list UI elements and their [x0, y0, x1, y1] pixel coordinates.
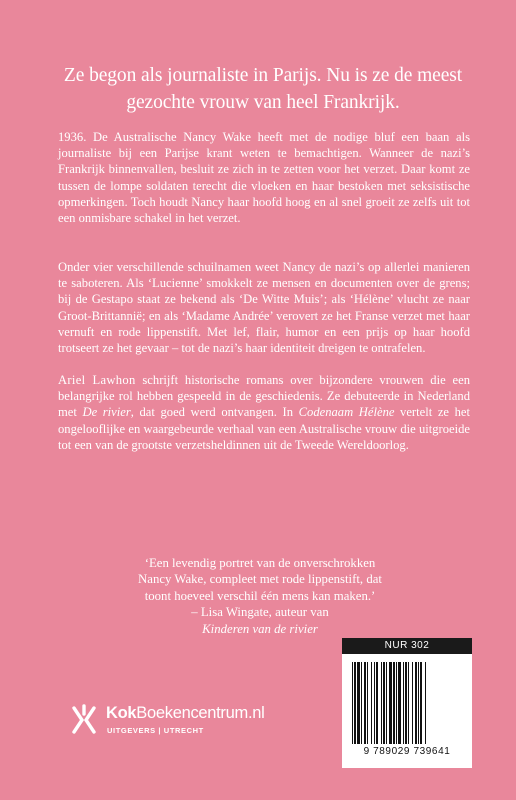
publisher-name: KokBoekencentrum.nl — [106, 704, 265, 722]
author-bio-part-1: schrijft historische romans over bijzondere vrouwen die een belangrijke rol hebben gespeeld in de geschiedenis. Ze debuteerde in Nederland met — [58, 373, 470, 420]
author-name: Ariel Lawhon — [58, 373, 136, 387]
barcode-bar — [403, 662, 404, 744]
blurb-paragraph-3 — [58, 372, 470, 453]
quote-line-2: Nancy Wake, compleet met rode lippenstift, dat — [138, 572, 382, 587]
barcode-bar — [386, 662, 387, 744]
barcode-bar — [396, 662, 397, 744]
publisher-mark-icon — [66, 702, 102, 738]
blurb-paragraph-1: 1936. De Australische Nancy Wake heeft met de nodige bluf een baan als journaliste bij een Parijse krant weten te bemachtigen. Wanneer de nazi’s Frankrijk binnenvallen, besluit ze zich in te zetten voor het verzet. Daar komt ze tussen de lompe soldaten terecht die vloeken en haar bestoken met seksistische opmerkingen. Toch houdt Nancy haar hoofd hoog en al snel groeit ze zelfs uit tot een onmisbare schakel in het verzet. — [58, 130, 470, 226]
author-bio-part-2: , dat goed werd ontvangen. In — [130, 405, 299, 420]
publisher-subtitle: UITGEVERS | UTRECHT — [107, 726, 204, 735]
barcode-bar — [357, 662, 360, 744]
book-title-codenaam-helene: Codenaam Hélène — [298, 405, 395, 420]
isbn-number: 9 789029 739641 — [363, 746, 451, 757]
barcode-bar — [371, 662, 372, 744]
book-title-de-rivier: De rivier — [82, 405, 131, 420]
barcode-panel — [342, 638, 472, 768]
tagline: Ze begon als journaliste in Parijs. Nu is ze de meest gezochte vrouw van heel Frankrijk. — [63, 65, 463, 113]
quote-line-1: ‘Een levendig portret van de onverschrokken — [144, 556, 376, 570]
quote-line-3: toont hoeveel verschil één mens kan maken.’ — [144, 588, 376, 603]
barcode-bar — [352, 662, 353, 744]
barcode-bar — [405, 662, 407, 744]
barcode-bar — [398, 662, 401, 744]
barcode-bar — [420, 662, 422, 744]
barcode-bar — [364, 662, 366, 744]
endorsement-quote — [90, 555, 430, 637]
barcode-bar — [374, 662, 375, 744]
barcode-bar — [381, 662, 382, 744]
barcode-bar — [389, 662, 392, 744]
quote-attribution: – Lisa Wingate, auteur van — [191, 605, 329, 620]
barcode-bar — [361, 662, 362, 744]
quote-source-title: Kinderen van de rivier — [202, 621, 318, 636]
barcode-bar — [376, 662, 378, 744]
barcode-bar — [425, 662, 426, 744]
barcode-bar — [393, 662, 395, 744]
barcode-bar — [408, 662, 409, 744]
author-bio-part-3: vertelt ze het ongelooflijke en waargebeurde verhaal van een Australische vrouw die uitgroeide tot een van de grootste verzetsheldinnen uit de Tweede Wereldoorlog. — [58, 405, 470, 452]
barcode-icon — [350, 662, 464, 744]
barcode-bar — [354, 662, 356, 744]
nur-code: NUR 302 — [342, 638, 472, 654]
barcode-bar — [415, 662, 417, 744]
barcode-bar — [383, 662, 385, 744]
barcode-bar — [367, 662, 368, 744]
publisher-logo — [66, 698, 286, 746]
barcode-bar — [418, 662, 419, 744]
barcode-bar — [412, 662, 413, 744]
blurb-paragraph-2: Onder vier verschillende schuilnamen weet Nancy de nazi’s op allerlei manieren te saboteren. Als ‘Lucienne’ smokkelt ze mensen en documenten over de grens; bij de Gestapo staat ze bekend als ‘De Witte Muis’; als ‘Hélène’ vlucht ze naar Groot-Brittannië; en als ‘Madame Andrée’ verovert ze het Franse verzet met haar vernuft en rode lippenstift. Met lef, flair, humor en een prijs op haar hoofd trotseert ze het gevaar – tot de nazi’s haar identiteit dreigen te ontrafelen. — [58, 260, 470, 356]
